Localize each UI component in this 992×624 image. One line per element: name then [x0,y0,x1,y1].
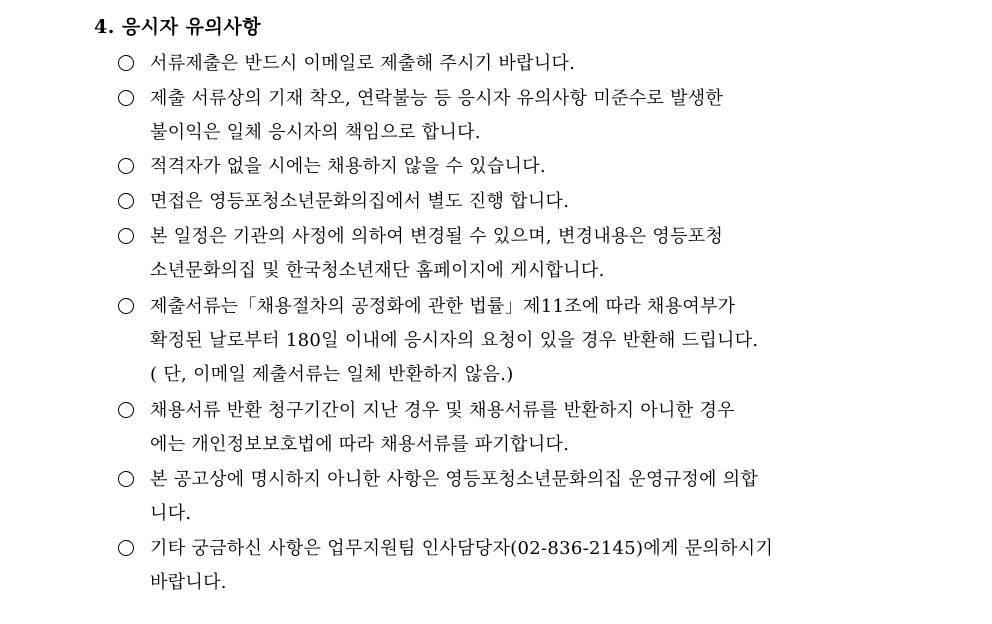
notice-item [118,185,898,219]
notice-item [118,463,898,531]
notice-item [118,82,898,150]
notice-line: 본 일정은 기관의 사정에 의하여 변경될 수 있으며, 변경내용은 영등포청 [150,226,724,247]
notice-line: 적격자가 없을 시에는 채용하지 않을 수 있습니다. [150,156,546,177]
notice-item [118,394,898,462]
notice-line: 본 공고상에 명시하지 아니한 사항은 영등포청소년문화의집 운영규정에 의합 [150,469,759,490]
notice-line: 기타 궁금하신 사항은 업무지원팀 인사담당자(02-836-2145)에게 문의하시기 [150,538,774,559]
notice-line: 불이익은 일체 응시자의 책임으로 합니다. [150,122,481,143]
notice-item [118,150,898,184]
notice-item [118,290,898,392]
notice-line: 서류제출은 반드시 이메일로 제출해 주시기 바랍니다. [150,53,576,74]
notice-line: 면접은 영등포청소년문화의집에서 별도 진행 합니다. [150,191,570,212]
notice-line: 바랍니다. [150,572,227,593]
notice-item [118,220,898,288]
notice-line: 제출 서류상의 기재 착오, 연락불능 등 응시자 유의사항 미준수로 발생한 [150,88,724,109]
notice-line: 소년문화의집 및 한국청소년재단 홈페이지에 게시합니다. [150,260,605,281]
notice-line: 에는 개인정보보호법에 따라 채용서류를 파기합니다. [150,434,570,455]
notice-line: ( 단, 이메일 제출서류는 일체 반환하지 않음.) [150,364,514,385]
notice-line: 제출서류는「채용절차의 공정화에 관한 법률」제11조에 따라 채용여부가 [150,296,736,317]
notice-item [118,532,898,600]
notice-line: 확정된 날로부터 180일 이내에 응시자의 요청이 있을 경우 반환해 드립니다. [150,330,759,351]
notice-item [118,47,898,81]
section-heading: 4. 응시자 유의사항 [94,16,262,38]
notice-line: 니다. [150,503,192,524]
notice-line: 채용서류 반환 청구기간이 지난 경우 및 채용서류를 반환하지 아니한 경우 [150,400,735,421]
